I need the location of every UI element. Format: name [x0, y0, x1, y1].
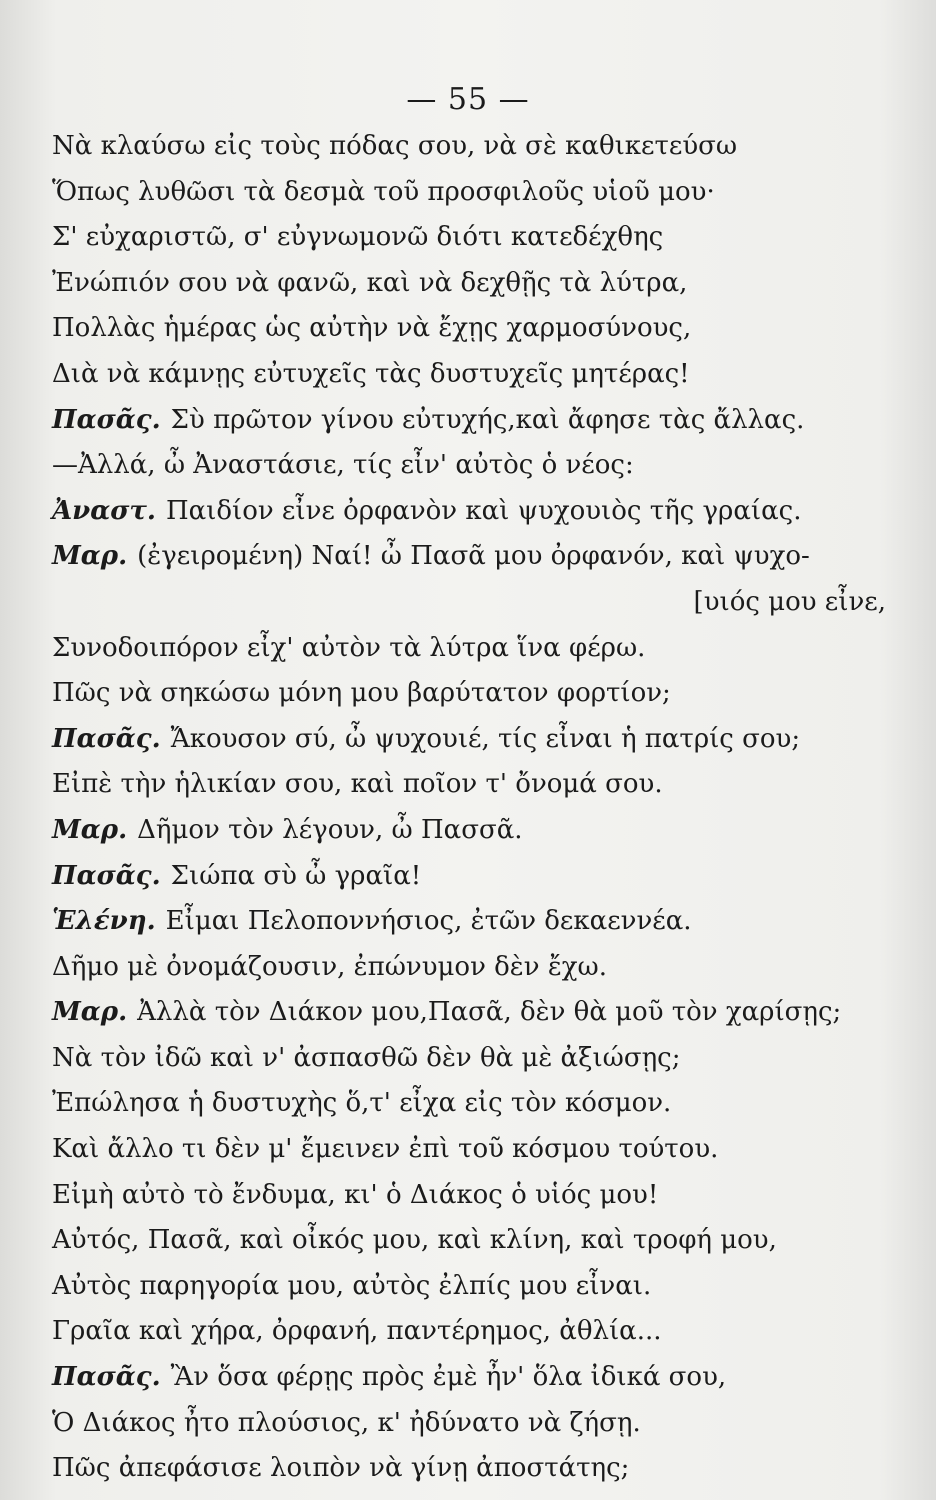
line-text: Νὰ τὸν ἰδῶ καὶ ν' ἀσπασθῶ δὲν θὰ μὲ ἀξιώσῃς; — [52, 1042, 681, 1073]
verse-line — [52, 1446, 892, 1492]
line-text: Ἄκουσον σύ, ὦ ψυχουιέ, τίς εἶναι ἡ πατρίς σου; — [170, 723, 801, 754]
verse-line — [52, 854, 892, 900]
line-text: Εἰμὴ αὐτὸ τὸ ἔνδυμα, κι' ὁ Διάκος ὁ υἱός μου! — [52, 1179, 659, 1210]
verse-line — [52, 261, 892, 307]
verse-line — [52, 762, 892, 808]
speaker-name: Πασᾶς. — [52, 723, 161, 754]
verse-line — [52, 1173, 892, 1219]
line-text: Πολλὰς ἡμέρας ὡς αὐτὴν νὰ ἔχῃς χαρμοσύνους, — [52, 313, 692, 344]
line-text: Ἐπώλησα ἡ δυστυχὴς ὅ,τ' εἶχα εἰς τὸν κόσμον. — [52, 1088, 672, 1119]
verse-line — [52, 1355, 892, 1401]
speaker-name: Μαρ. — [52, 814, 128, 845]
speaker-name: Μαρ. — [52, 997, 128, 1028]
line-text: Εἶμαι Πελοποννήσιος, ἐτῶν δεκαεννέα. — [165, 906, 692, 937]
line-text: —Ἀλλά, ὦ Ἀναστάσιε, τίς εἶν' αὐτὸς ὁ νέος: — [52, 450, 634, 481]
line-text: Καὶ ἄλλο τι δὲν μ' ἔμεινεν ἐπὶ τοῦ κόσμου τούτου. — [52, 1134, 719, 1165]
verse-line — [52, 945, 892, 991]
page-number: — 55 — — [406, 82, 530, 117]
speaker-name: Ἑλένη. — [52, 906, 156, 937]
line-text: Δῆμο μὲ ὀνομάζουσιν, ἐπώνυμον δὲν ἔχω. — [52, 951, 608, 982]
line-text: Αὐτὸς παρηγορία μου, αὐτὸς ἐλπίς μου εἶναι. — [52, 1270, 652, 1301]
verse-line — [52, 1036, 892, 1082]
line-text: Πῶς ἀπεφάσισε λοιπὸν νὰ γίνῃ ἀποστάτης; — [52, 1453, 630, 1484]
line-text: Ἂν ὅσα φέρῃς πρὸς ἐμὲ ἦν' ὅλα ἰδικά σου, — [170, 1362, 727, 1393]
line-text: Σιώπα σὺ ὦ γραῖα! — [170, 860, 422, 891]
verse-line — [52, 215, 892, 261]
speaker-name: Ἀναστ. — [52, 495, 156, 526]
verse-line — [52, 717, 892, 763]
verse-line — [52, 306, 892, 352]
line-text: Εἰπὲ τὴν ἡλικίαν σου, καὶ ποῖον τ' ὄνομά σου. — [52, 769, 663, 800]
verse-text — [52, 124, 892, 1492]
line-text: Ὅπως λυθῶσι τὰ δεσμὰ τοῦ προσφιλοῦς υἱοῦ μου· — [52, 176, 715, 207]
line-text: Σ' εὐχαριστῶ, σ' εὐγνωμονῶ διότι κατεδέχθης — [52, 222, 664, 253]
speaker-name: Πασᾶς. — [52, 404, 161, 435]
verse-line — [52, 899, 892, 945]
verse-line — [52, 352, 892, 398]
line-text: Σὺ πρῶτον γίνου εὐτυχής,καὶ ἄφησε τὰς ἄλλας. — [170, 404, 805, 435]
verse-line — [52, 990, 892, 1036]
verse-line — [52, 1218, 892, 1264]
line-text: Πῶς νὰ σηκώσω μόνη μου βαρύτατον φορτίον; — [52, 678, 671, 709]
verse-line — [52, 534, 892, 580]
line-text: (ἐγειρομένη) Ναί! ὦ Πασᾶ μου ὀρφανόν, καὶ ψυχο- — [137, 541, 810, 572]
line-text: [υιός μου εἶνε, — [693, 586, 886, 617]
verse-line — [52, 489, 892, 535]
verse-line — [52, 1309, 892, 1355]
line-text: Συνοδοιπόρον εἶχ' αὐτὸν τὰ λύτρα ἵνα φέρω. — [52, 632, 646, 663]
verse-line — [52, 808, 892, 854]
line-text: Παιδίον εἶνε ὀρφανὸν καὶ ψυχουιὸς τῆς γραίας. — [165, 495, 802, 526]
speaker-name: Πασᾶς. — [52, 860, 161, 891]
verse-line — [52, 398, 892, 444]
verse-line — [52, 1264, 892, 1310]
speaker-name: Μαρ. — [52, 541, 128, 572]
line-text: Νὰ κλαύσω εἰς τοὺς πόδας σου, νὰ σὲ καθικετεύσω — [52, 131, 738, 161]
verse-line — [52, 443, 892, 489]
verse-line — [52, 170, 892, 216]
verse-line — [52, 580, 892, 626]
verse-line — [52, 671, 892, 717]
line-text: Δῆμον τὸν λέγουν, ὦ Πασσᾶ. — [137, 814, 523, 845]
line-text: Ἀλλὰ τὸν Διάκον μου,Πασᾶ, δὲν θὰ μοῦ τὸν χαρίσῃς; — [137, 997, 842, 1028]
verse-line — [52, 1081, 892, 1127]
verse-line — [52, 1127, 892, 1173]
line-text: Διὰ νὰ κάμνῃς εὐτυχεῖς τὰς δυστυχεῖς μητέρας! — [52, 358, 690, 389]
line-text: Ὁ Διάκος ἦτο πλούσιος, κ' ἠδύνατο νὰ ζήσῃ. — [52, 1407, 641, 1438]
verse-line — [52, 626, 892, 672]
line-text: Ἐνώπιόν σου νὰ φανῶ, καὶ νὰ δεχθῇς τὰ λύτρα, — [52, 267, 688, 298]
line-text: Αὐτός, Πασᾶ, καὶ οἶκός μου, καὶ κλίνη, καὶ τροφή μου, — [52, 1225, 777, 1256]
verse-line — [52, 1401, 892, 1447]
speaker-name: Πασᾶς. — [52, 1362, 161, 1393]
verse-line — [52, 124, 892, 170]
line-text: Γραῖα καὶ χήρα, ὀρφανή, παντέρημος, ἀθλία... — [52, 1316, 662, 1347]
